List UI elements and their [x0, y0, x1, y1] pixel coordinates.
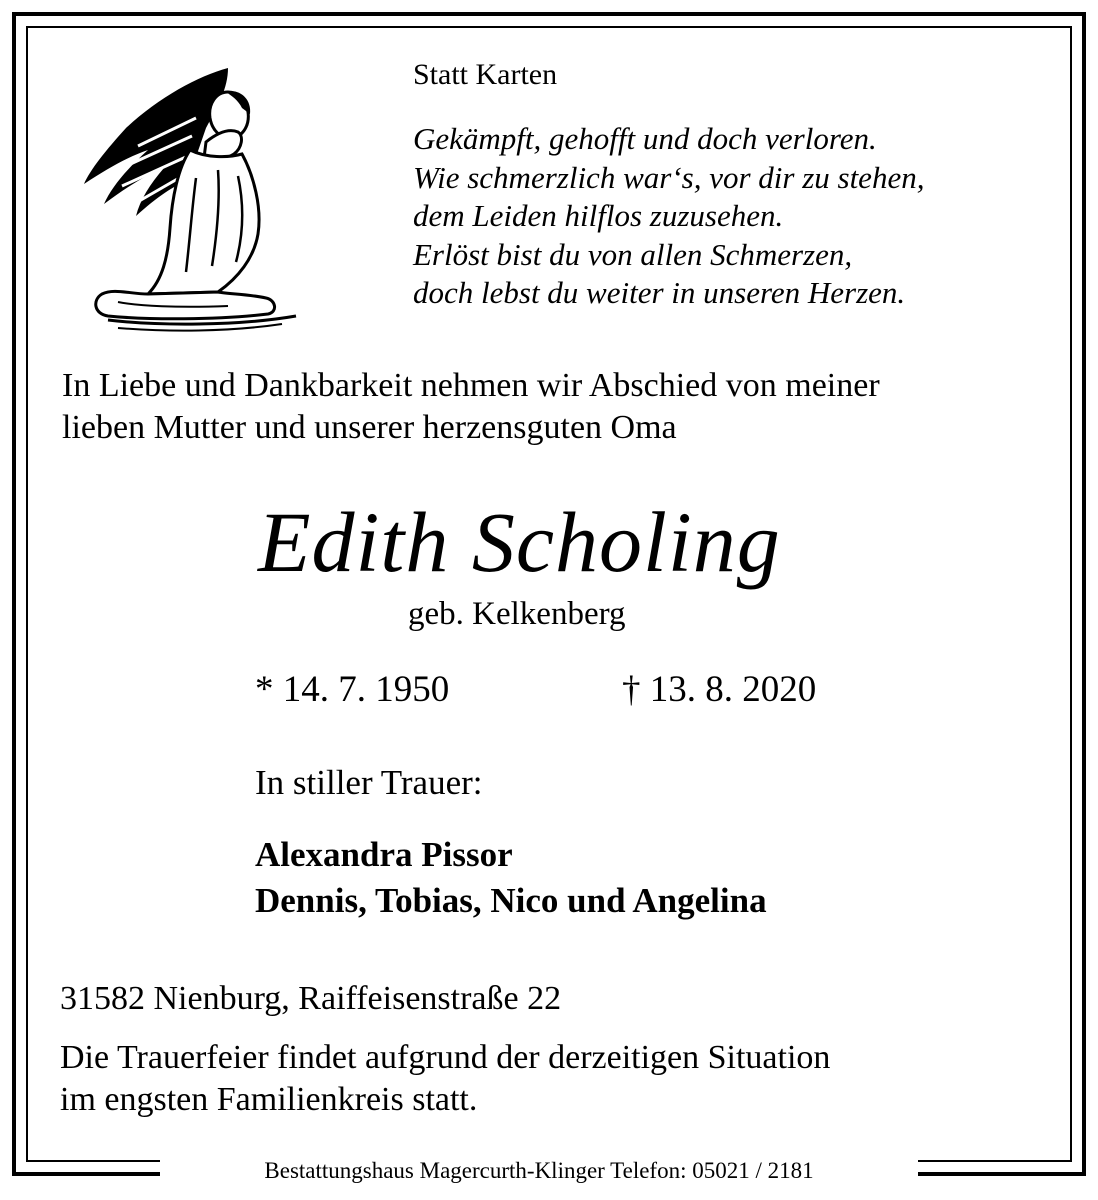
funeral-info	[60, 1037, 830, 1121]
kneeling-angel-icon	[78, 58, 308, 333]
intro-line: lieben Mutter und unserer herzensguten Oma	[62, 409, 677, 446]
address: 31582 Nienburg, Raiffeisenstraße 22	[60, 980, 562, 1017]
poem-line: Gekämpft, gehofft und doch verloren.	[413, 121, 877, 156]
funeral-line: im engsten Familienkreis statt.	[60, 1081, 478, 1118]
statt-karten-label: Statt Karten	[413, 58, 558, 91]
mourners-list	[255, 832, 767, 924]
poem-line: Erlöst bist du von allen Schmerzen,	[413, 236, 853, 272]
intro-line: In Liebe und Dankbarkeit nehmen wir Abschied von meiner	[62, 367, 880, 404]
poem-line: doch lebst du weiter in unseren Herzen.	[413, 275, 906, 310]
poem	[413, 120, 924, 313]
mourner: Dennis, Tobias, Nico und Angelina	[255, 881, 767, 920]
funeral-line: Die Trauerfeier findet aufgrund der derzeitigen Situation	[60, 1039, 831, 1076]
mourning-label: In stiller Trauer:	[255, 763, 483, 802]
poem-line: dem Leiden hilflos zuzusehen.	[413, 198, 784, 233]
poem-line: Wie schmerzlich war‘s, vor dir zu stehen,	[413, 159, 925, 195]
mourner: Alexandra Pissor	[255, 835, 513, 874]
birth-date: * 14. 7. 1950	[255, 669, 450, 710]
deceased-name: Edith Scholing	[258, 494, 781, 590]
death-date: † 13. 8. 2020	[622, 669, 817, 710]
funeral-home-footer: Bestattungshaus Magercurth-Klinger Telefon: 05021 / 2181	[160, 1156, 918, 1186]
intro-text	[62, 365, 880, 449]
maiden-name: geb. Kelkenberg	[408, 596, 626, 632]
